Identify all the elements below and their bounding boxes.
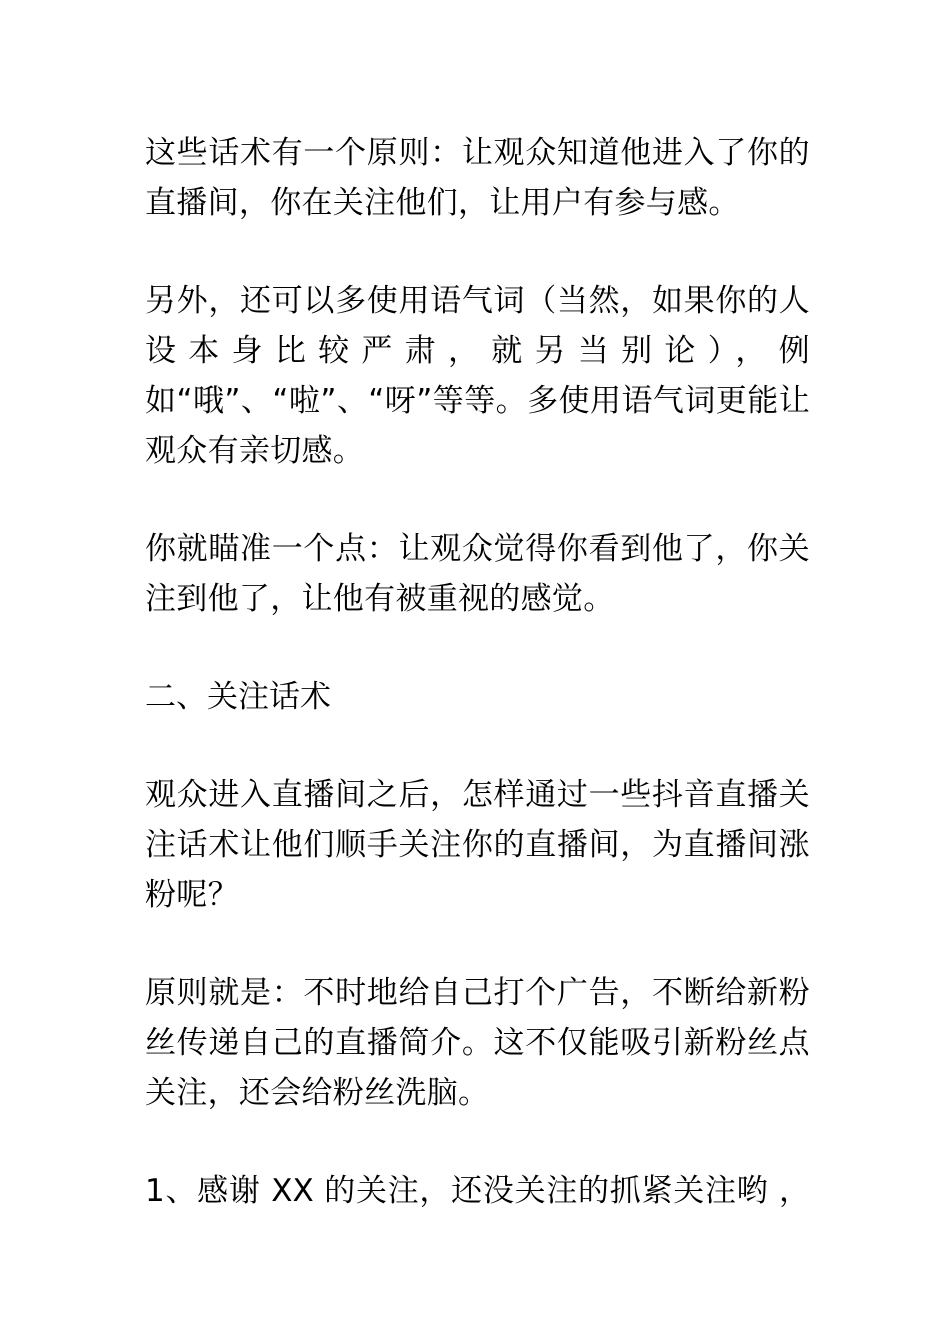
document-body [145, 128, 810, 1216]
paragraph-modal-particles: 另外，还可以多使用语气词（当然，如果你的人设本身比较严肃，就另当别论），例如“哦”、“啦”、“呀”等等。多使用语气词更能让观众有亲切感。 [145, 283, 810, 469]
paragraph-focus-point: 你就瞄准一个点：让观众觉得你看到他了，你关注到他了，让他有被重视的感觉。 [145, 531, 810, 617]
paragraph-follow-question: 观众进入直播间之后，怎样通过一些抖音直播关注话术让他们顺手关注你的直播间，为直播间涨粉呢？ [145, 777, 810, 913]
paragraph-follow-principle: 原则就是：不时地给自己打个广告，不断给新粉丝传递自己的直播简介。这不仅能吸引新粉丝点关注，还会给粉丝洗脑。 [145, 975, 810, 1111]
list-item: 1、感谢 XX 的关注，还没关注的抓紧关注哟 ， [145, 1173, 810, 1209]
paragraph-principle: 这些话术有一个原则：让观众知道他进入了你的直播间，你在关注他们，让用户有参与感。 [145, 135, 810, 221]
section-heading: 二、关注话术 [145, 679, 331, 715]
